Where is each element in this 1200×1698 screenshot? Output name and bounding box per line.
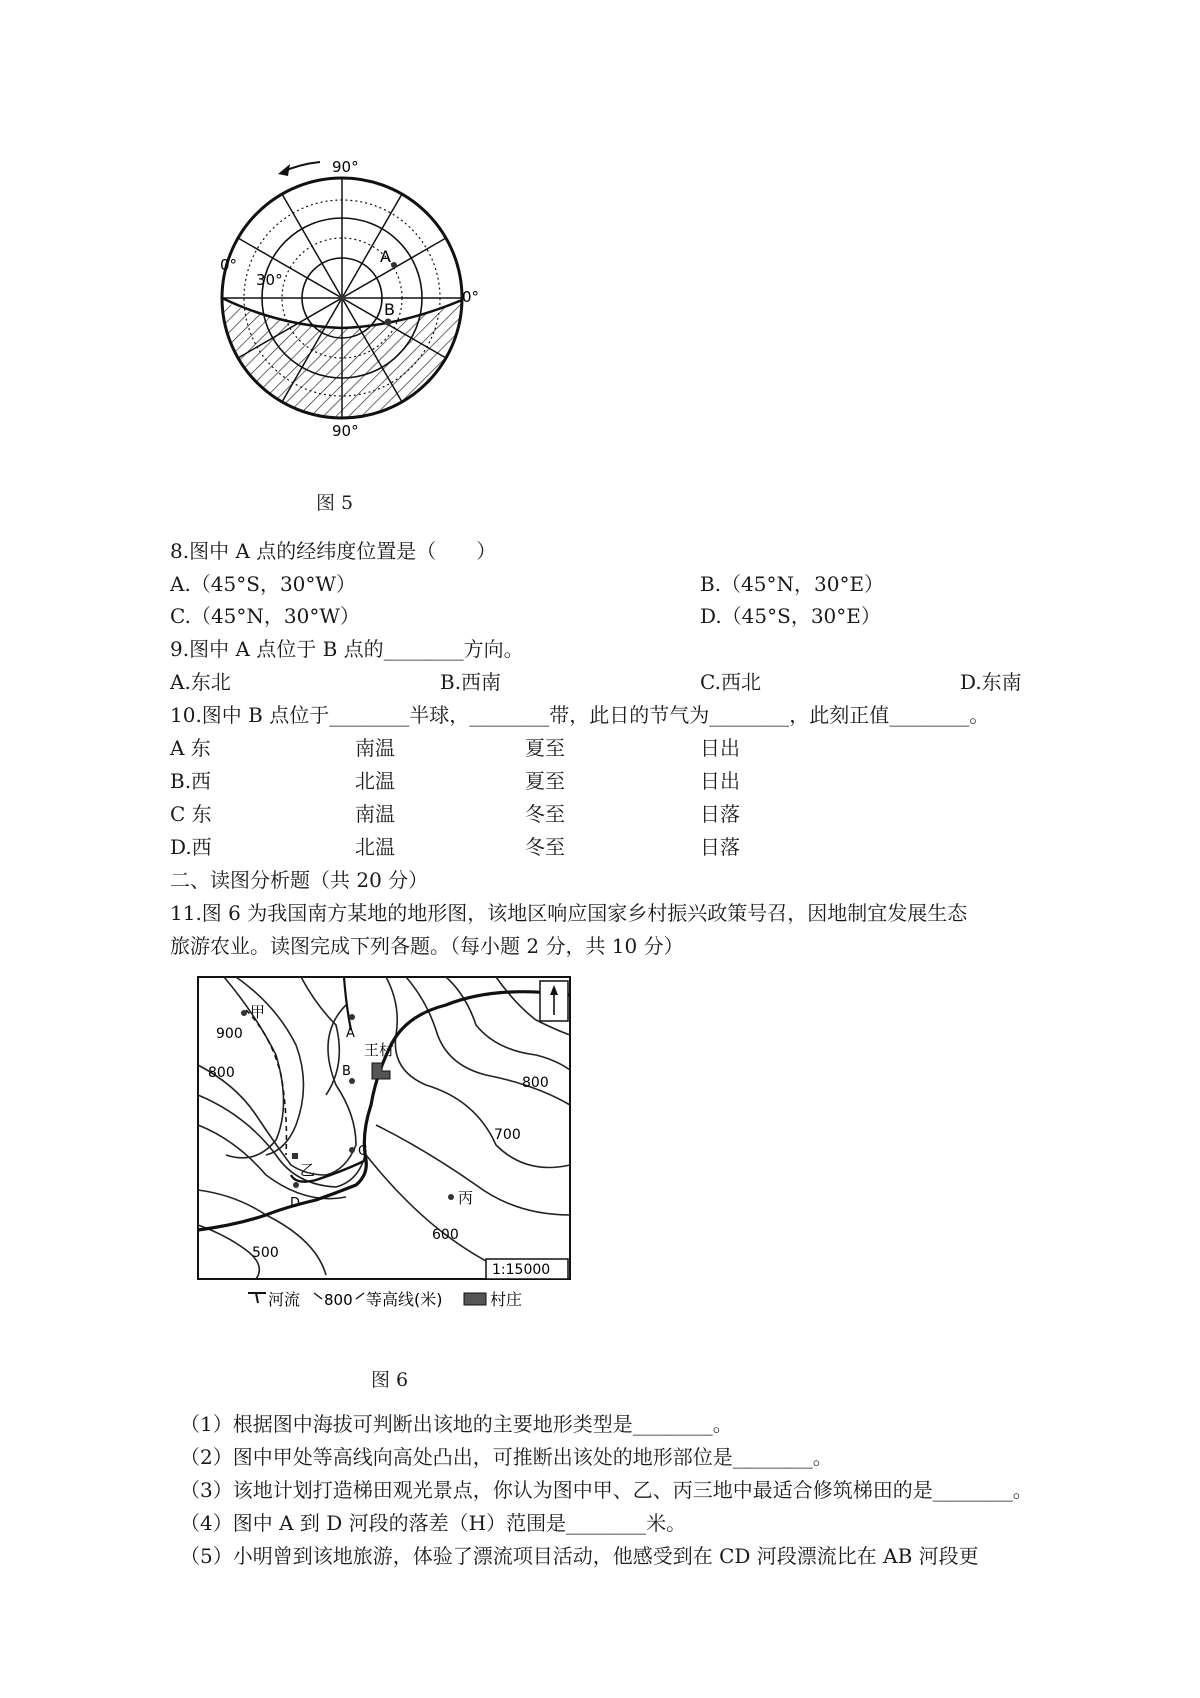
fig6-label-yi: 乙 [300,1161,316,1179]
fig5-label-top-90: 90° [332,158,359,176]
fig6-contour-900: 900 [216,1026,243,1042]
figure-6-topographic-map [196,975,576,1325]
fig6-label-a: A [346,1026,355,1041]
fig6-contour-600: 600 [432,1227,459,1243]
fig6-label-c: C [358,1144,368,1159]
q10-row-c-col3: 冬至 [525,802,565,826]
q9-stem: 9.图中 A 点位于 B 点的________方向。 [170,637,524,661]
fig6-legend-river: 河流 [268,1290,301,1309]
q11-sub-5: （5）小明曾到该地旅游，体验了漂流项目活动，他感受到在 CD 河段漂流比在 AB 河段更 [180,1544,979,1568]
fig6-label-bing: 丙 [458,1189,474,1207]
q8-option-c: C.（45°N，30°W） [170,604,360,628]
q10-row-d-col2: 北温 [355,835,395,859]
figure-6-caption: 图 6 [371,1369,409,1391]
q10-row-c-col1: C 东 [170,802,212,826]
q9-option-a: A.东北 [170,670,231,694]
q8-option-d: D.（45°S，30°E） [700,604,881,628]
fig6-contour-700: 700 [494,1127,521,1143]
q8-option-a: A.（45°S，30°W） [170,572,356,596]
fig5-label-lat30: 30° [256,271,283,289]
q11-sub-4: （4）图中 A 到 D 河段的落差（H）范围是________米。 [180,1511,687,1535]
fig6-label-b: B [342,1064,351,1079]
fig6-scale-text: 1:15000 [492,1262,551,1278]
figure-5-caption: 图 5 [316,492,354,514]
fig6-legend-village: 村庄 [490,1290,523,1309]
q10-row-a-col1: A 东 [170,736,211,760]
q10-row-a-col3: 夏至 [525,736,565,760]
q10-row-d-col4: 日落 [700,835,740,859]
q10-row-d-col3: 冬至 [525,835,565,859]
fig6-label-d: D [290,1196,301,1211]
q11-sub-2: （2）图中甲处等高线向高处凸出，可推断出该处的地形部位是________。 [180,1445,833,1469]
fig6-contour-800-left: 800 [208,1065,235,1081]
q10-stem: 10.图中 B 点位于________半球，________带，此日的节气为________，此刻正值________。 [170,703,990,727]
q9-option-c: C.西北 [700,670,761,694]
q9-option-d: D.东南 [960,670,1022,694]
fig6-contour-500: 500 [252,1245,279,1261]
q11-sub-1: （1）根据图中海拔可判断出该地的主要地形类型是________。 [180,1412,733,1436]
q10-row-b-col4: 日出 [700,769,740,793]
q10-row-a-col2: 南温 [355,736,395,760]
fig6-legend-contour: 等高线(米) [366,1290,443,1309]
fig6-label-jia: 甲 [250,1003,266,1021]
q8-option-b: B.（45°N，30°E） [700,572,885,596]
fig5-label-right-0: 0° [462,288,480,306]
q9-option-b: B.西南 [440,670,502,694]
q11-intro-line1: 11.图 6 为我国南方某地的地形图，该地区响应国家乡村振兴政策号召，因地制宜发展生态 [170,901,968,925]
fig6-label-wangcun: 王村 [364,1041,395,1059]
q10-row-b-col3: 夏至 [525,769,565,793]
q10-row-c-col2: 南温 [355,802,395,826]
fig5-label-bottom-90: 90° [332,422,359,440]
fig6-legend-contour-number: 800 [324,1291,353,1309]
fig5-label-a: A [380,247,391,266]
section-2-title: 二、读图分析题（共 20 分） [170,868,429,892]
fig5-label-b: B [384,300,395,319]
fig6-legend [248,1290,522,1309]
fig5-label-left-0: 0° [220,256,238,274]
q11-sub-3: （3）该地计划打造梯田观光景点，你认为图中甲、乙、丙三地中最适合修筑梯田的是________。 [180,1478,1033,1502]
fig6-contour-800-right: 800 [522,1075,549,1091]
q10-row-c-col4: 日落 [700,802,740,826]
q11-intro-line2: 旅游农业。读图完成下列各题。（每小题 2 分，共 10 分） [170,934,684,958]
q10-row-a-col4: 日出 [700,736,740,760]
q8-stem: 8.图中 A 点的经纬度位置是（ ） [170,539,497,563]
figure-5-hemisphere-diagram [220,150,500,470]
q10-row-b-col1: B.西 [170,769,212,793]
q10-row-d-col1: D.西 [170,835,212,859]
q10-row-b-col2: 北温 [355,769,395,793]
